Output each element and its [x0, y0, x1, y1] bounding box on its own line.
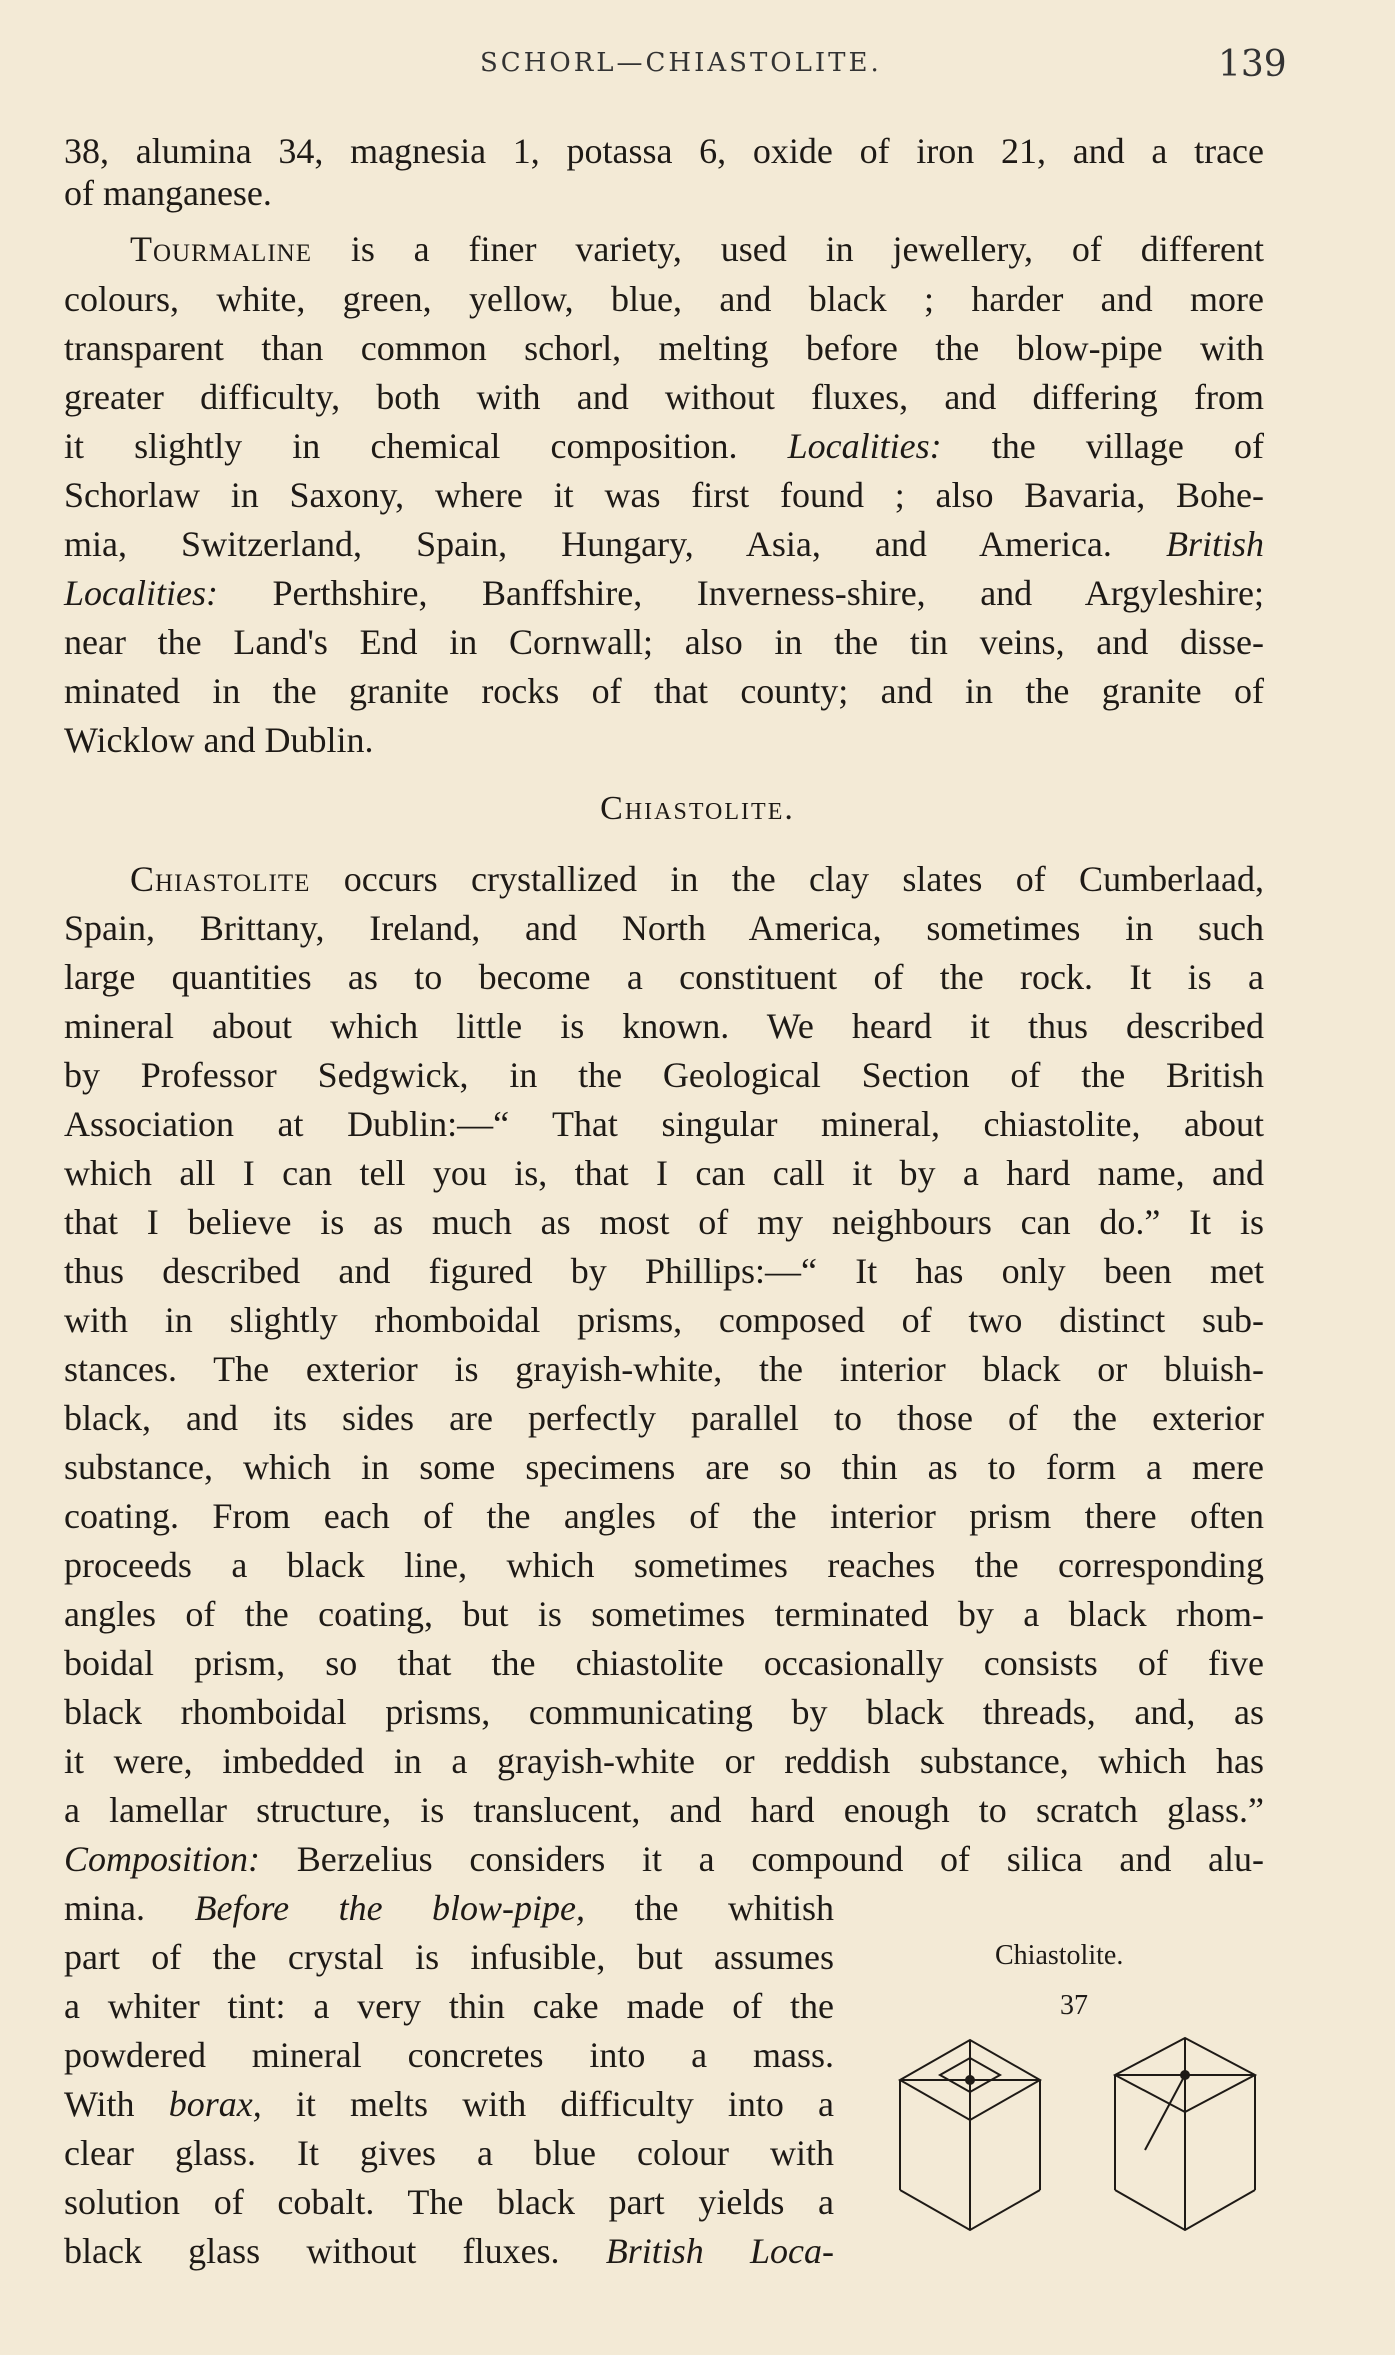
text-line: which all I can tell you is, that I can call it by a hard name, and — [64, 1153, 1264, 1193]
text-line: 38, alumina 34, magnesia 1, potassa 6, oxide of iron 21, and a trace — [64, 131, 1264, 171]
text-line: it were, imbedded in a grayish-white or reddish substance, which has — [64, 1741, 1264, 1781]
text-line: coating. From each of the angles of the interior prism there often — [64, 1496, 1264, 1536]
text-line: a lamellar structure, is translucent, and hard enough to scratch glass.” — [64, 1790, 1264, 1830]
text-line: black glass without fluxes. British Loca- — [64, 2231, 834, 2271]
text-line: Schorlaw in Saxony, where it was first found ; also Bavaria, Bohe- — [64, 475, 1264, 515]
text-line: minated in the granite rocks of that county; and in the granite of — [64, 671, 1264, 711]
text-line: angles of the coating, but is sometimes terminated by a black rhom- — [64, 1594, 1264, 1634]
chiastolite-crystal-figure — [890, 2030, 1270, 2240]
text-line: by Professor Sedgwick, in the Geological Section of the British — [64, 1055, 1264, 1095]
text-line: it slightly in chemical composition. Localities: the village of — [64, 426, 1264, 466]
text-line: solution of cobalt. The black part yields a — [64, 2182, 834, 2222]
text-line: transparent than common schorl, melting before the blow-pipe with — [64, 328, 1264, 368]
page-number: 139 — [1218, 44, 1287, 85]
running-title: SCHORL—CHIASTOLITE. — [480, 48, 882, 78]
text-line: stances. The exterior is grayish-white, the interior black or bluish- — [64, 1349, 1264, 1389]
text-line: a whiter tint: a very thin cake made of the — [64, 1986, 834, 2026]
text-line: Wicklow and Dublin. — [64, 720, 374, 760]
term-chiastolite: Chiastolite — [130, 859, 311, 899]
text-line: mineral about which little is known. We heard it thus described — [64, 1006, 1264, 1046]
text-line: colours, white, green, yellow, blue, and black ; harder and more — [64, 279, 1264, 319]
text-line: With borax, it melts with difficulty into a — [64, 2084, 835, 2124]
crystal-right — [1115, 2038, 1255, 2230]
text-line: black, and its sides are perfectly parallel to those of the exterior — [64, 1398, 1264, 1438]
crystal-left — [900, 2040, 1040, 2230]
text-line: substance, which in some specimens are so thin as to form a mere — [64, 1447, 1264, 1487]
text-line: clear glass. It gives a blue colour with — [64, 2133, 834, 2173]
figure-caption: Chiastolite. — [995, 1940, 1124, 1971]
text-line: Association at Dublin:—“ That singular mineral, chiastolite, about — [64, 1104, 1264, 1144]
text-line: Tourmaline is a finer variety, used in jewellery, of different — [130, 229, 1264, 269]
text-line: part of the crystal is infusible, but assumes — [64, 1937, 834, 1977]
text-line: boidal prism, so that the chiastolite occasionally consists of five — [64, 1643, 1264, 1683]
text-line: greater difficulty, both with and without fluxes, and differing from — [64, 377, 1264, 417]
figure-number: 37 — [1060, 1990, 1088, 2021]
text-line: thus described and figured by Phillips:—“ It has only been met — [64, 1251, 1264, 1291]
text-line: Composition: Berzelius considers it a compound of silica and alu- — [64, 1839, 1264, 1879]
text-line: that I believe is as much as most of my neighbours can do.” It is — [64, 1202, 1264, 1242]
text-line: powdered mineral concretes into a mass. — [64, 2035, 834, 2075]
text-line: mina. Before the blow-pipe, the whitish — [64, 1888, 834, 1928]
section-heading: Chiastolite. — [600, 790, 795, 827]
text-line: black rhomboidal prisms, communicating by black threads, and, as — [64, 1692, 1264, 1732]
text-line: Chiastolite occurs crystallized in the clay slates of Cumberlaad, — [130, 859, 1264, 899]
term-tourmaline: Tourmaline — [130, 229, 312, 269]
text-line: proceeds a black line, which sometimes reaches the corresponding — [64, 1545, 1264, 1585]
text-line: of manganese. — [64, 173, 272, 213]
text-line: near the Land's End in Cornwall; also in the tin veins, and disse- — [64, 622, 1264, 662]
text-line: with in slightly rhomboidal prisms, composed of two distinct sub- — [64, 1300, 1264, 1340]
text-line: large quantities as to become a constituent of the rock. It is a — [64, 957, 1264, 997]
text-line: Spain, Brittany, Ireland, and North America, sometimes in such — [64, 908, 1264, 948]
text-line: mia, Switzerland, Spain, Hungary, Asia, and America. British — [64, 524, 1264, 564]
text-line: Localities: Perthshire, Banffshire, Inverness-shire, and Argyleshire; — [64, 573, 1264, 613]
